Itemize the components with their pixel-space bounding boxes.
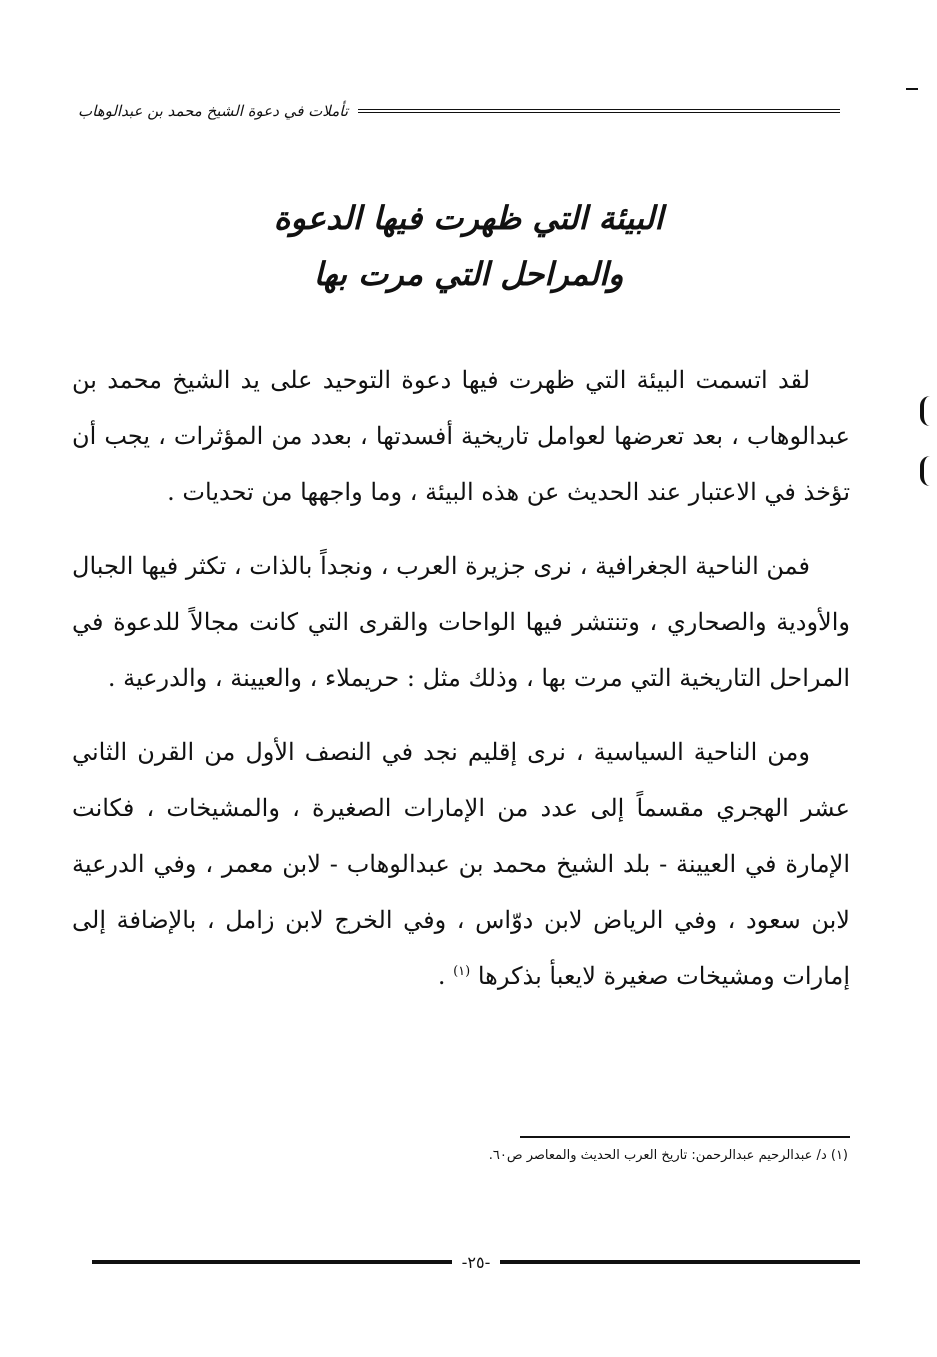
chapter-heading — [150, 190, 787, 302]
footnote-reference[interactable]: (١) — [453, 964, 471, 979]
chapter-title-line-2: والمراحل التي مرت بها — [313, 255, 624, 293]
scan-bracket-mark — [920, 456, 932, 486]
body-text — [72, 352, 850, 1022]
margin-tick-mark — [906, 88, 918, 90]
paragraph-3 — [72, 724, 850, 1004]
header-double-rule — [358, 109, 840, 113]
paragraph-1: لقد اتسمت البيئة التي ظهرت فيها دعوة التوحيد على يد الشيخ محمد بن عبدالوهاب ، بعد تعرضها لعوامل تاريخية أفسدتها ، بعدد من المؤثرات ، يجب أن تؤخذ في الاعتبار عند الحديث عن هذه البيئة ، وما واجهها من تحديات . — [72, 366, 850, 506]
scan-bracket-mark — [920, 396, 932, 426]
page-footer — [92, 1252, 860, 1272]
paragraph-3-text: ومن الناحية السياسية ، نرى إقليم نجد في النصف الأول من القرن الثاني عشر الهجري مقسماً إلى عدد من الإمارات الصغيرة ، والمشيخات ، فكانت الإمارة في العيينة - بلد الشيخ محمد بن عبدالوهاب - لابن معمر ، وفي الدرعية لابن سعود ، وفي الرياض لابن دوّاس ، وفي الخرج لابن زامل ، بالإضافة إلى إمارات ومشيخات صغيرة لايعبأ بذكرها — [72, 738, 850, 990]
paragraph-3-end: . — [437, 962, 454, 990]
footnote-separator — [520, 1136, 850, 1138]
running-header-title: تأملات في دعوة الشيخ محمد بن عبدالوهاب — [78, 102, 348, 120]
footer-rule-right — [500, 1260, 860, 1264]
running-header — [78, 96, 840, 126]
paragraph-2: فمن الناحية الجغرافية ، نرى جزيرة العرب ، ونجداً بالذات ، تكثر فيها الجبال والأودية والصحاري ، وتنتشر فيها الواحات والقرى التي كانت مجالاً للدعوة في المراحل التاريخية التي مرت بها ، وذلك مثل : حريملاء ، والعيينة ، والدرعية . — [72, 552, 851, 692]
page-number: -٢٥- — [461, 1252, 491, 1272]
footnote: (١) د/ عبدالرحيم عبدالرحمن: تاريخ العرب الحديث والمعاصر ص٦٠. — [488, 1148, 848, 1163]
chapter-title-line-1: البيئة التي ظهرت فيها الدعوة — [273, 199, 664, 237]
footer-rule-left — [92, 1260, 452, 1264]
